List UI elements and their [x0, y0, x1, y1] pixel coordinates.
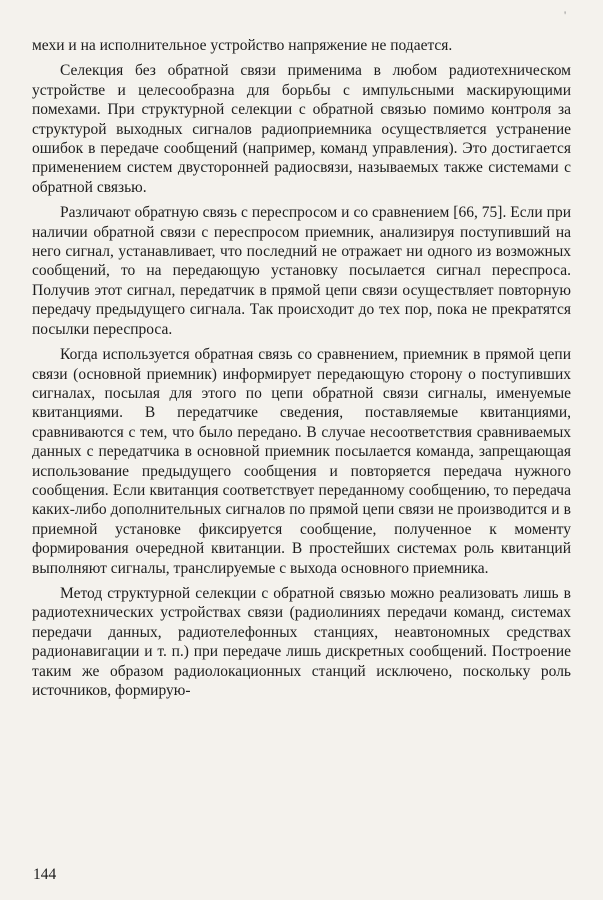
paragraph-selection-feedback: Селекция без обратной связи применима в любом радиотехническом устройстве и целесообразна для борьбы с импульсными маскирующими помехами. При структурной селекции с обратной связью помимо контроля за структурой выходных сигналов радиоприемника осуществляется устранение ошибок в передаче сообщений (например, команд управления). Это достигается применением систем двусторонней радиосвязи, называемых также системами с обратной связью. [32, 62, 571, 196]
corner-mark: ' [564, 8, 567, 22]
paragraph-feedback-types: Различают обратную связь с переспросом и со сравнением [66, 75]. Если при наличии обратной связи с переспросом приемник, анализируя поступивший на него сигнал, устанавливает, что последний не отражает ни одного из возможных сообщений, то на передающую установку посылается сигнал переспроса. Получив этот сигнал, передатчик в прямой цепи связи осуществляет повторную передачу предыдущего сигнала. Так происходит до тех пор, пока не прекратятся посылки переспроса. [32, 204, 571, 338]
paragraph-continuation: мехи и на исполнительное устройство напряжение не подается. [32, 37, 453, 54]
paragraph-structural-selection-method: Метод структурной селекции с обратной связью можно реализовать лишь в радиотехнических устройствах связи (радиолиниях передачи команд, системах передачи данных, радиотелефонных станциях, неавтономных средствах радионавигации и т. п.) при передаче лишь дискретных сообщений. Построение таким же образом радиолокационных станций исключено, поскольку роль источников, формирую- [32, 584, 571, 699]
page-number: 144 [33, 866, 57, 883]
paragraph-comparison-feedback: Когда используется обратная связь со сравнением, приемник в прямой цепи связи (основной приемник) информирует передающую сторону о поступивших сигналах, посылая для этого по цепи обратной связи сигналы, именуемые квитанциями. В передатчике сведения, поставляемые квитанциями, сравниваются с тем, что было передано. В случае несоответствия сравниваемых данных с передатчика в основной приемник посылается команда, запрещающая использование предыдущего сообщения и повторяется передача нужного сообщения. Если квитанция соответствует переданному сообщению, то передача каких-либо дополнительных сигналов по прямой цепи связи не производится и в приемной установке фиксируется сообщение, полученное к моменту формирования очередной квитанции. В простейших системах роль квитанций выполняют сигналы, транслируемые с выхода основного приемника. [32, 346, 571, 577]
